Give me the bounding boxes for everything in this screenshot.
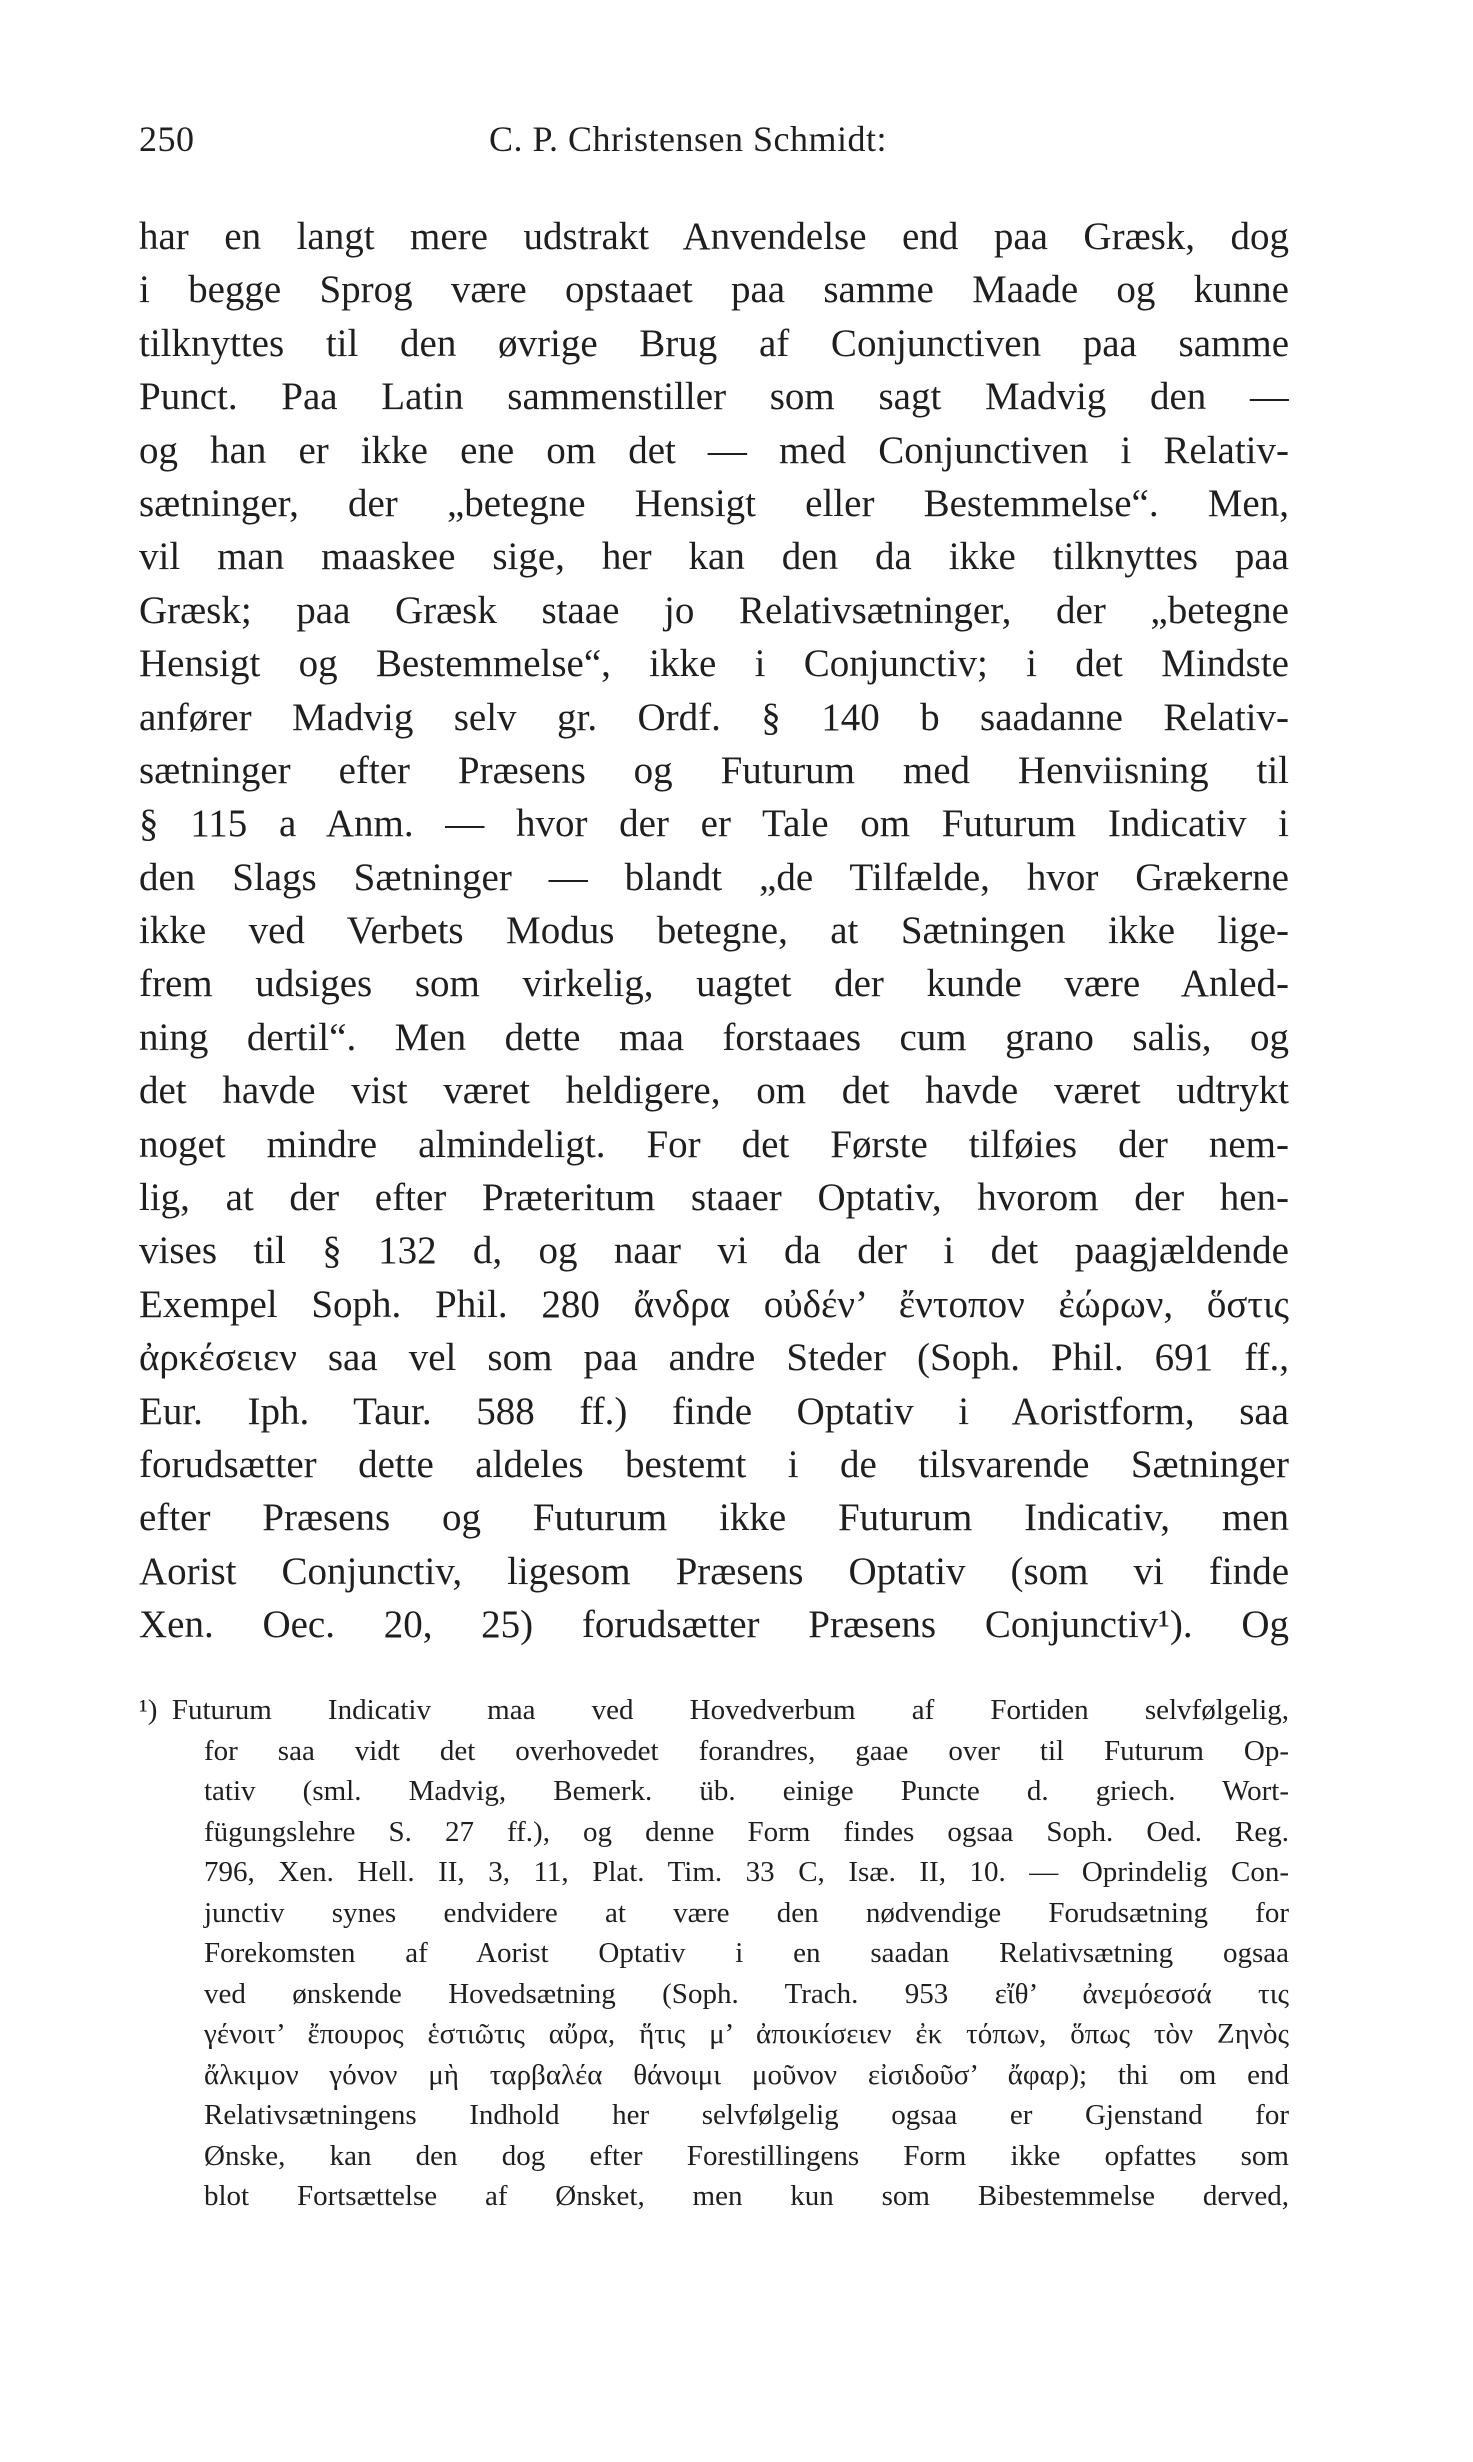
body-line: det havde vist været heldigere, om det havde været udtrykt — [139, 1069, 1289, 1113]
footnote-line: γένοιτ’ ἔπουρος ἑστιῶτις αὔρα, ἥτις μ’ ἀποικίσειεν ἐκ τόπων, ὅπως τὸν Ζηνὸς — [204, 2018, 1289, 2050]
body-line: ning dertil“. Men dette maa forstaaes cum grano salis, og — [139, 1015, 1289, 1059]
footnote-line: fügungslehre S. 27 ff.), og denne Form findes ogsaa Soph. Oed. Reg. — [204, 1815, 1289, 1848]
body-line: § 115 a Anm. — hvor der er Tale om Futurum Indicativ i — [139, 802, 1289, 846]
body-line: Græsk; paa Græsk staae jo Relativsætninger, der „betegne — [139, 588, 1289, 632]
footnote-block — [139, 1690, 1289, 2217]
body-line: vil man maaskee sige, her kan den da ikke tilknyttes paa — [139, 535, 1289, 579]
page-number: 250 — [139, 119, 195, 159]
footnote-first-line — [139, 1690, 1289, 1731]
footnote-marker: ¹) — [139, 1694, 158, 1726]
footnote-line: for saa vidt det overhovedet forandres, gaae over til Futurum Op- — [204, 1734, 1289, 1767]
body-text — [139, 210, 1289, 1652]
body-line: noget mindre almindeligt. For det Første tilføies der nem- — [139, 1122, 1289, 1166]
body-line: frem udsiges som virkelig, uagtet der kunde være Anled- — [139, 962, 1289, 1006]
body-line: har en langt mere udstrakt Anvendelse end paa Græsk, dog — [139, 215, 1289, 258]
body-line: sætninger efter Præsens og Futurum med Henviisning til — [139, 748, 1289, 792]
footnote-line: Ønske, kan den dog efter Forestillingens Form ikke opfattes som — [204, 2139, 1289, 2172]
body-line: vises til § 132 d, og naar vi da der i det paagjældende — [139, 1229, 1289, 1273]
footnote-line: ved ønskende Hovedsætning (Soph. Trach. 953 εἴθ’ ἀνεμόεσσά τις — [204, 1977, 1289, 2010]
body-line: ikke ved Verbets Modus betegne, at Sætningen ikke lige- — [139, 909, 1289, 953]
running-head — [139, 118, 1289, 168]
body-line: ἀρκέσειεν saa vel som paa andre Steder (Soph. Phil. 691 ff., — [139, 1336, 1289, 1380]
footnote-line: ἄλκιμον γόνον μὴ ταρβαλέα θάνοιμι μοῦνον εἰσιδοῦσ’ ἄφαρ); thi om end — [204, 2058, 1289, 2091]
footnote-line: junctiv synes endvidere at være den nødvendige Forudsætning for — [204, 1896, 1289, 1929]
body-line: i begge Sprog være opstaaet paa samme Maade og kunne — [139, 268, 1289, 312]
footnote-line: Forekomsten af Aorist Optativ i en saadan Relativsætning ogsaa — [204, 1937, 1289, 1969]
body-line: den Slags Sætninger — blandt „de Tilfælde, hvor Grækerne — [139, 855, 1289, 899]
body-line: Aorist Conjunctiv, ligesom Præsens Optativ (som vi finde — [139, 1549, 1289, 1593]
footnote-line: 796, Xen. Hell. II, 3, 11, Plat. Tim. 33 C, Isæ. II, 10. — Oprindelig Con- — [204, 1856, 1289, 1888]
running-head-title: C. P. Christensen Schmidt: — [489, 119, 888, 159]
body-line: anfører Madvig selv gr. Ordf. § 140 b saadanne Relativ- — [139, 695, 1289, 739]
body-line: Punct. Paa Latin sammenstiller som sagt Madvig den — — [139, 375, 1289, 419]
footnote-line: blot Fortsættelse af Ønsket, men kun som Bibestemmelse derved, — [204, 2180, 1289, 2212]
body-line: lig, at der efter Præteritum staaer Optativ, hvorom der hen- — [139, 1176, 1289, 1220]
body-line: Exempel Soph. Phil. 280 ἄνδρα οὐδέν’ ἔντοπον ἐώρων, ὅστις — [139, 1282, 1289, 1326]
footnote-line: Relativsætningens Indhold her selvfølgelig ogsaa er Gjenstand for — [204, 2099, 1289, 2131]
footnote-line: Futurum Indicativ maa ved Hovedverbum af Fortiden selvfølgelig, — [171, 1694, 1289, 1726]
body-line: sætninger, der „betegne Hensigt eller Bestemmelse“. Men, — [139, 481, 1289, 525]
body-line: tilknyttes til den øvrige Brug af Conjunctiven paa samme — [139, 321, 1289, 365]
body-line: Hensigt og Bestemmelse“, ikke i Conjunctiv; i det Mindste — [139, 642, 1289, 686]
body-line: efter Præsens og Futurum ikke Futurum Indicativ, men — [139, 1496, 1289, 1540]
body-line: Xen. Oec. 20, 25) forudsætter Præsens Conjunctiv¹). Og — [139, 1603, 1289, 1647]
footnote-line: tativ (sml. Madvig, Bemerk. üb. einige Puncte d. griech. Wort- — [204, 1775, 1289, 1807]
body-line: Eur. Iph. Taur. 588 ff.) finde Optativ i Aoristform, saa — [139, 1389, 1289, 1433]
body-line: og han er ikke ene om det — med Conjunctiven i Relativ- — [139, 428, 1289, 472]
body-line: forudsætter dette aldeles bestemt i de tilsvarende Sætninger — [139, 1442, 1289, 1486]
